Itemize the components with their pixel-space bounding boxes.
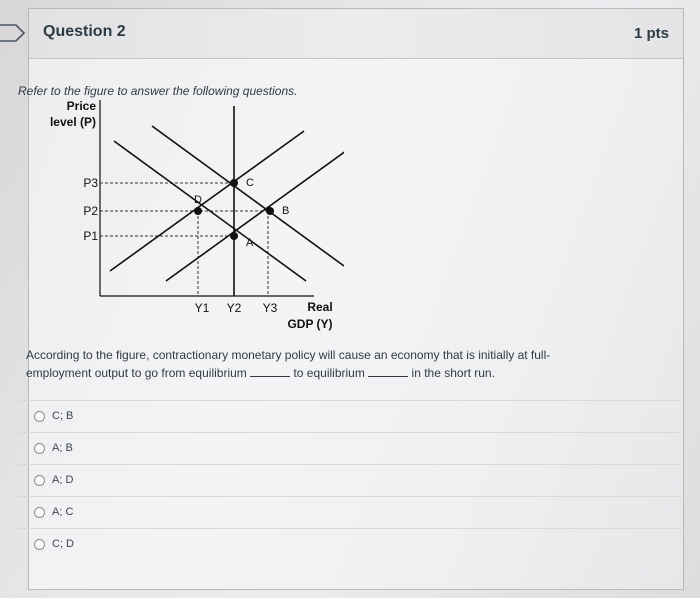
price-level-p2: P2 bbox=[83, 204, 98, 218]
y-axis-label-2: level (P) bbox=[49, 115, 96, 129]
output-level-y3: Y3 bbox=[262, 301, 278, 315]
answer-label: C; B bbox=[52, 410, 74, 422]
x-axis-label-2: GDP (Y) bbox=[287, 317, 333, 331]
radio-button[interactable] bbox=[34, 507, 45, 518]
blank-1 bbox=[250, 365, 290, 377]
sras-curve-2 bbox=[166, 148, 344, 281]
answer-label: C; D bbox=[52, 538, 74, 550]
guide-lines bbox=[100, 183, 270, 296]
answer-list bbox=[0, 400, 700, 560]
point-b-dot bbox=[266, 207, 274, 215]
stem-part-4: in the short run. bbox=[411, 366, 495, 380]
question-stem bbox=[26, 346, 636, 382]
radio-button[interactable] bbox=[34, 539, 45, 550]
question-title: Question 2 bbox=[43, 23, 126, 40]
question-points: 1 pts bbox=[633, 25, 669, 42]
point-d-label: D bbox=[194, 194, 202, 206]
y-axis-label-1: Price bbox=[66, 99, 96, 113]
answer-option[interactable] bbox=[18, 400, 682, 432]
radio-button[interactable] bbox=[34, 443, 45, 454]
answer-option[interactable] bbox=[18, 432, 682, 464]
answer-option[interactable] bbox=[18, 528, 682, 560]
point-c-dot bbox=[230, 179, 238, 187]
price-level-p3: P3 bbox=[83, 176, 98, 190]
answer-option[interactable] bbox=[18, 464, 682, 496]
output-level-y1: Y1 bbox=[194, 301, 210, 315]
question-header bbox=[29, 9, 683, 59]
ad-as-figure bbox=[14, 96, 344, 336]
stem-part-1: According to the figure, contractionary monetary policy will cause an economy that is initially at full- bbox=[26, 348, 551, 362]
point-a-dot bbox=[230, 232, 238, 240]
radio-button[interactable] bbox=[34, 411, 45, 422]
stem-part-3: to equilibrium bbox=[293, 366, 365, 380]
blank-2 bbox=[368, 365, 408, 377]
answer-option[interactable] bbox=[18, 496, 682, 528]
stem-part-2: employment output to go from equilibrium bbox=[26, 366, 247, 380]
point-b-label: B bbox=[282, 205, 290, 217]
radio-button[interactable] bbox=[34, 475, 45, 486]
price-level-p1: P1 bbox=[83, 229, 98, 243]
sras-curve-1 bbox=[110, 131, 304, 271]
answer-label: A; C bbox=[52, 506, 74, 518]
x-axis-label-1: Real bbox=[307, 300, 333, 314]
point-a-label: A bbox=[246, 237, 254, 249]
flag-arrow-icon[interactable] bbox=[0, 24, 26, 42]
point-c-label: C bbox=[246, 177, 254, 189]
figure-prompt: Refer to the figure to answer the following questions. bbox=[18, 84, 298, 98]
answer-label: A; D bbox=[52, 474, 74, 486]
point-d-dot bbox=[194, 207, 202, 215]
answer-label: A; B bbox=[52, 442, 73, 454]
output-level-y2: Y2 bbox=[226, 301, 242, 315]
